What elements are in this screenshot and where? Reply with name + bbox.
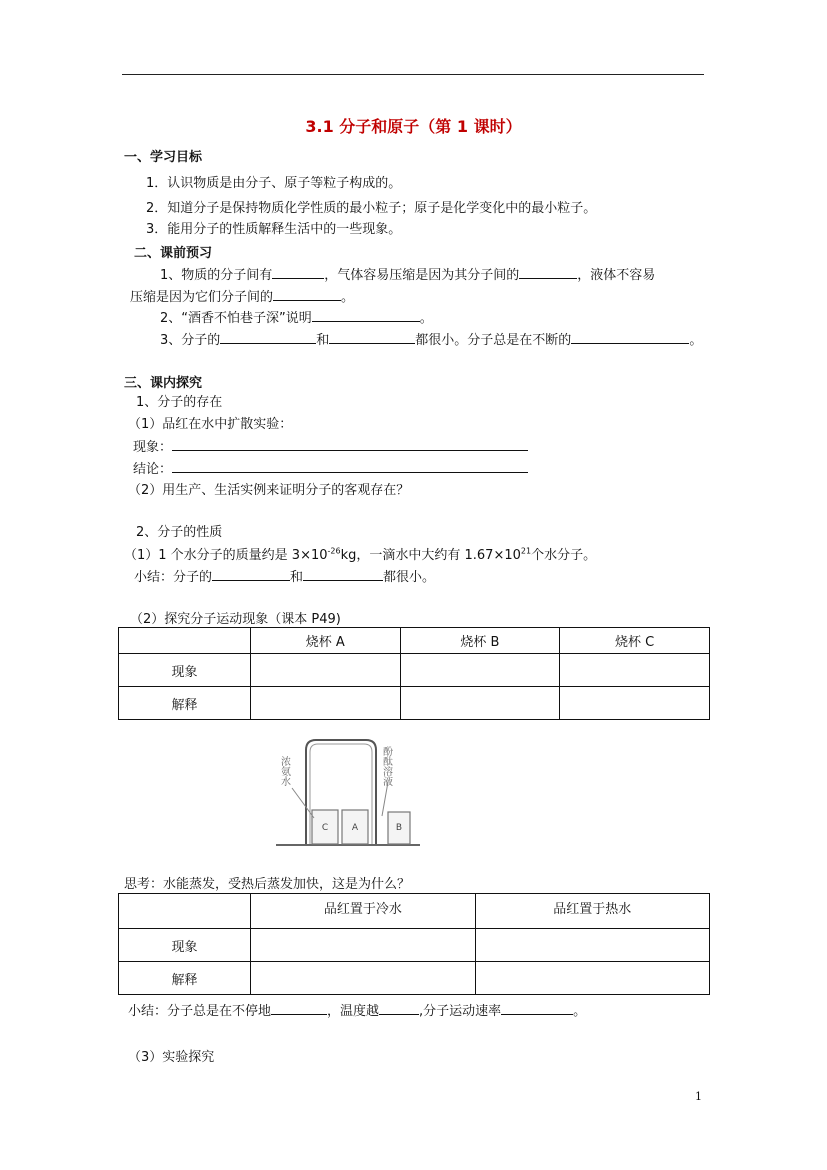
sub-heading-existence: 1、分子的存在 — [136, 395, 223, 410]
blank[interactable] — [303, 568, 383, 581]
blank[interactable] — [379, 1002, 419, 1015]
conclusion-blank[interactable] — [172, 460, 528, 473]
table-header-cell — [119, 628, 251, 654]
table-cell[interactable] — [250, 687, 400, 720]
preview-q3 — [160, 329, 702, 348]
mass-text-b: kg，一滴水中大约有 1.67×10 — [340, 548, 521, 563]
blank[interactable] — [519, 266, 577, 279]
beaker-b-label: B — [395, 823, 403, 833]
q3-text-b: 和 — [316, 333, 330, 348]
table-cell[interactable] — [400, 654, 560, 687]
conclusion-line — [133, 458, 528, 477]
summary1-text-a: 小结：分子的 — [134, 570, 213, 585]
table-cell[interactable] — [251, 962, 475, 995]
summary2-text-c: ,分子运动速率 — [419, 1004, 502, 1019]
experiment-1-label: （1）品红在水中扩散实验： — [128, 417, 293, 432]
q1-text-b: ，气体容易压缩是因为其分子间的 — [324, 268, 520, 283]
table-header-cell: 品红置于冷水 — [251, 894, 475, 929]
phenomenon-blank[interactable] — [172, 438, 528, 451]
blank[interactable] — [501, 1002, 573, 1015]
preview-q1-line1 — [160, 264, 655, 283]
table-cell[interactable] — [475, 962, 709, 995]
q3-text-a: 3、分子的 — [160, 333, 221, 348]
summary2-text-d: 。 — [573, 1004, 587, 1019]
water-mass-line — [124, 544, 596, 563]
preview-q2 — [160, 307, 433, 326]
think-question: 思考：水能蒸发，受热后蒸发加快，这是为什么？ — [124, 877, 411, 892]
q1-text-e: 。 — [341, 290, 355, 305]
section1-heading: 一、学习目标 — [124, 150, 203, 165]
summary1-text-c: 都很小。 — [383, 570, 436, 585]
row-label: 现象 — [119, 929, 251, 962]
beaker-table — [118, 627, 710, 720]
blank[interactable] — [571, 331, 689, 344]
blank[interactable] — [271, 1002, 327, 1015]
table-header-cell: 烧杯 C — [560, 628, 710, 654]
beaker-experiment-figure — [270, 732, 420, 858]
page-title: 3.1 分子和原子（第 1 课时） — [305, 117, 522, 136]
experiment-4-label: （3）实验探究 — [128, 1050, 215, 1065]
summary2-text-b: ，温度越 — [327, 1004, 380, 1019]
beaker-a-label: A — [351, 823, 359, 833]
table-header-cell: 品红置于热水 — [475, 894, 709, 929]
ammonia-label: 浓氨水 — [278, 756, 290, 786]
table-cell[interactable] — [475, 929, 709, 962]
q1-text-d: 压缩是因为它们分子间的 — [130, 290, 274, 305]
mass-exponent-1: -26 — [327, 546, 341, 556]
section3-heading: 三、课内探究 — [124, 376, 203, 391]
q2-text-b: 。 — [419, 311, 433, 326]
table-header-cell — [119, 894, 251, 929]
blank[interactable] — [220, 331, 316, 344]
blank[interactable] — [212, 568, 290, 581]
blank[interactable] — [312, 309, 420, 322]
mass-text-c: 个水分子。 — [531, 548, 597, 563]
q1-text-a: 1、物质的分子间有 — [160, 268, 273, 283]
mass-exponent-2: 21 — [520, 546, 532, 556]
table-header-cell: 烧杯 B — [400, 628, 560, 654]
summary-1 — [134, 566, 435, 585]
row-label: 解释 — [119, 687, 251, 720]
section2-heading: 二、课前预习 — [134, 246, 213, 261]
goal-item-2: 2．知道分子是保持物质化学性质的最小粒子；原子是化学变化中的最小粒子。 — [146, 201, 597, 216]
table-cell[interactable] — [250, 654, 400, 687]
conclusion-label: 结论： — [133, 462, 173, 477]
mass-text-a: （1）1 个水分子的质量约是 3×10 — [124, 548, 328, 563]
row-label: 现象 — [119, 654, 251, 687]
blank[interactable] — [329, 331, 415, 344]
page-number: 1 — [695, 1090, 702, 1103]
header-rule — [122, 74, 704, 75]
q3-text-c: 都很小。分子总是在不断的 — [415, 333, 572, 348]
blank[interactable] — [273, 288, 341, 301]
experiment-3-label: （2）探究分子运动现象（课本 P49) — [130, 612, 341, 627]
phenomenon-label: 现象： — [133, 440, 173, 455]
goal-item-3: 3．能用分子的性质解释生活中的一些现象。 — [146, 222, 402, 237]
q3-text-d: 。 — [689, 333, 703, 348]
phenomenon-line — [133, 436, 528, 455]
table-cell[interactable] — [400, 687, 560, 720]
summary-2 — [128, 1000, 586, 1019]
table-cell[interactable] — [560, 654, 710, 687]
beaker-c-label: C — [321, 823, 329, 833]
goal-item-1: 1．认识物质是由分子、原子等粒子构成的。 — [146, 176, 402, 191]
sub-heading-properties: 2、分子的性质 — [136, 525, 223, 540]
summary1-text-b: 和 — [290, 570, 304, 585]
q2-text-a: 2、“酒香不怕巷子深”说明 — [160, 311, 312, 326]
table-cell[interactable] — [560, 687, 710, 720]
table-header-cell: 烧杯 A — [250, 628, 400, 654]
phenolphthalein-label: 酚酞溶液 — [380, 746, 392, 786]
blank[interactable] — [272, 266, 324, 279]
row-label: 解释 — [119, 962, 251, 995]
preview-q1-line2 — [130, 286, 354, 305]
table-cell[interactable] — [251, 929, 475, 962]
experiment-2-label: （2）用生产、生活实例来证明分子的客观存在？ — [128, 483, 410, 498]
temperature-table — [118, 893, 710, 995]
q1-text-c: ，液体不容易 — [577, 268, 656, 283]
summary2-text-a: 小结：分子总是在不停地 — [128, 1004, 272, 1019]
